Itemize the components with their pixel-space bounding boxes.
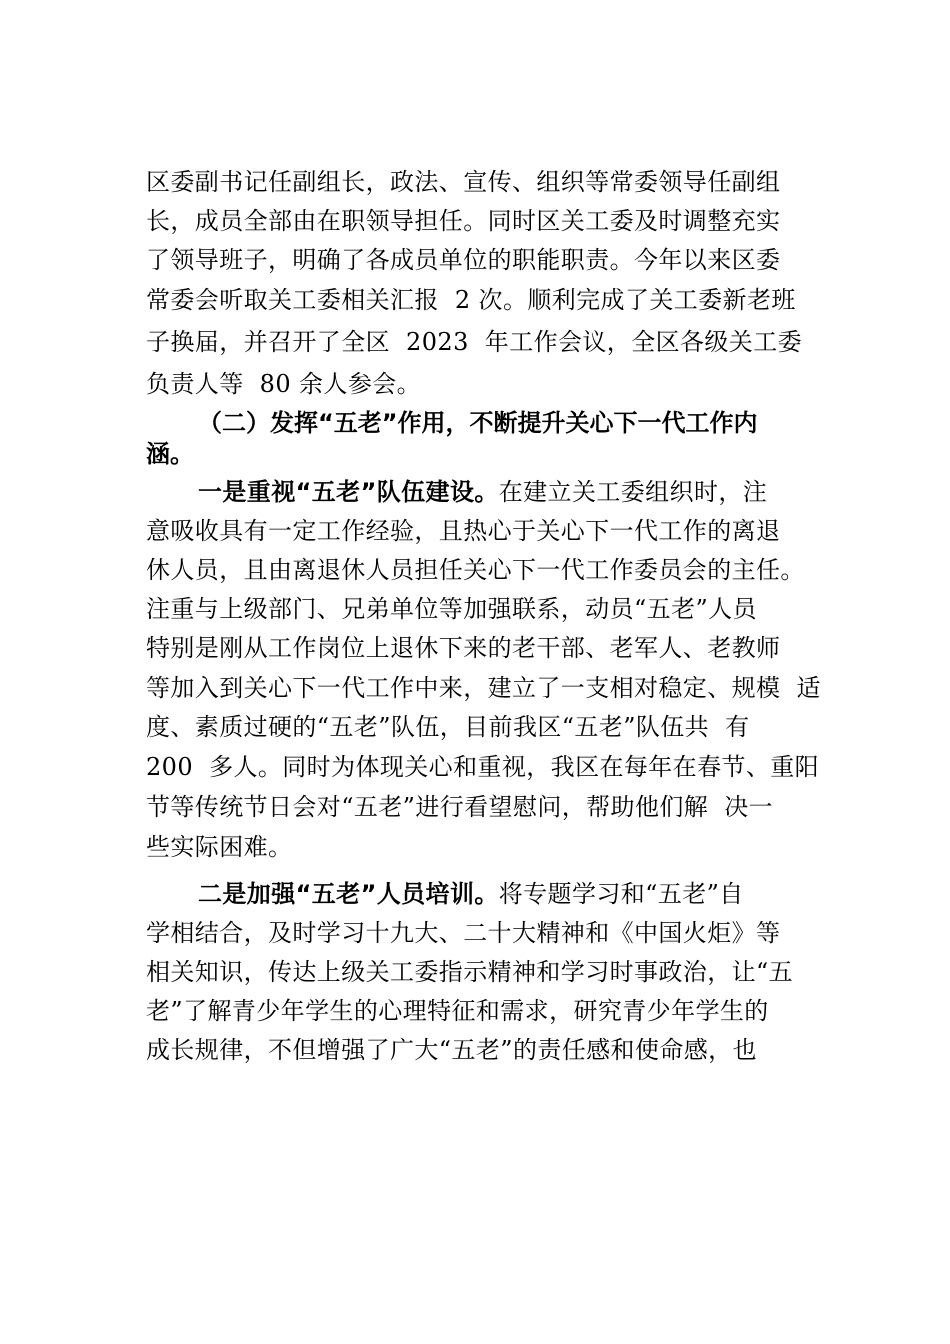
body-text-line: 成长规律，不但增强了广大“五老”的责任感和使命感，也 (146, 1036, 757, 1064)
body-text-line: 注重与上级部门、兄弟单位等加强联系，动员“五老”人员 (146, 595, 757, 623)
body-text-line: 度、素质过硬的“五老”队伍，目前我区“五老”队伍共 有 (146, 713, 750, 741)
body-text-line: 意吸收具有一定工作经验，且热心于关心下一代工作的离退 (146, 517, 781, 545)
paragraph-text: 在建立关工委组织时，注 (498, 478, 768, 506)
body-text-line: 休人员，且由离退休人员担任关心下一代工作委员会的主任。 (146, 556, 805, 584)
paragraph-lead: 一是重视“五老”队伍建设。 (198, 478, 499, 506)
paragraph-text: 将专题学习和“五老”自 (498, 880, 744, 908)
paragraph-lead: 二是加强“五老”人员培训。 (198, 880, 499, 908)
body-text-line: 长，成员全部由在职领导担任。同时区关工委及时调整充实 (146, 207, 781, 235)
section-heading-continued: 涵。 (146, 440, 194, 468)
body-text-line: 老”了解青少年学生的心理特征和需求，研究青少年学生的 (146, 997, 769, 1025)
body-text-line: 区委副书记任副组长，政法、宣传、组织等常委领导任副组 (146, 168, 781, 196)
body-text-line: 节等传统节日会对“五老”进行看望慰问，帮助他们解 决一 (146, 793, 773, 821)
body-text-line: 200 多人。同时为体现关心和重视，我区在每年在春节、重阳 (146, 753, 820, 781)
body-text-line: 特别是刚从工作岗位上退休下来的老干部、老军人、老教师 (146, 634, 781, 662)
body-text-line: 了领导班子，明确了各成员单位的职能职责。今年以来区委 (146, 246, 781, 274)
body-text-line: 些实际困难。 (146, 833, 293, 861)
paragraph-first-line (198, 876, 898, 912)
body-text-line: 负责人等 80 余人参会。 (146, 370, 422, 398)
paragraph-first-line (198, 474, 898, 510)
body-text-line: 等加入到关心下一代工作中来，建立了一支相对稳定、规模 适 (146, 674, 821, 702)
body-text-line: 学相结合，及时学习十九大、二十大精神和《中国火炬》等 (146, 919, 781, 947)
body-text-line: 相关知识，传达上级关工委指示精神和学习时事政治，让“五 (146, 958, 794, 986)
body-text-line: 子换届，并召开了全区 2023 年工作会议，全区各级关工委 (146, 328, 802, 356)
section-heading: （二）发挥“五老”作用，不断提升关心下一代工作内 (198, 409, 758, 437)
body-text-line: 常委会听取关工委相关汇报 2 次。顺利完成了关工委新老班 (146, 286, 796, 314)
